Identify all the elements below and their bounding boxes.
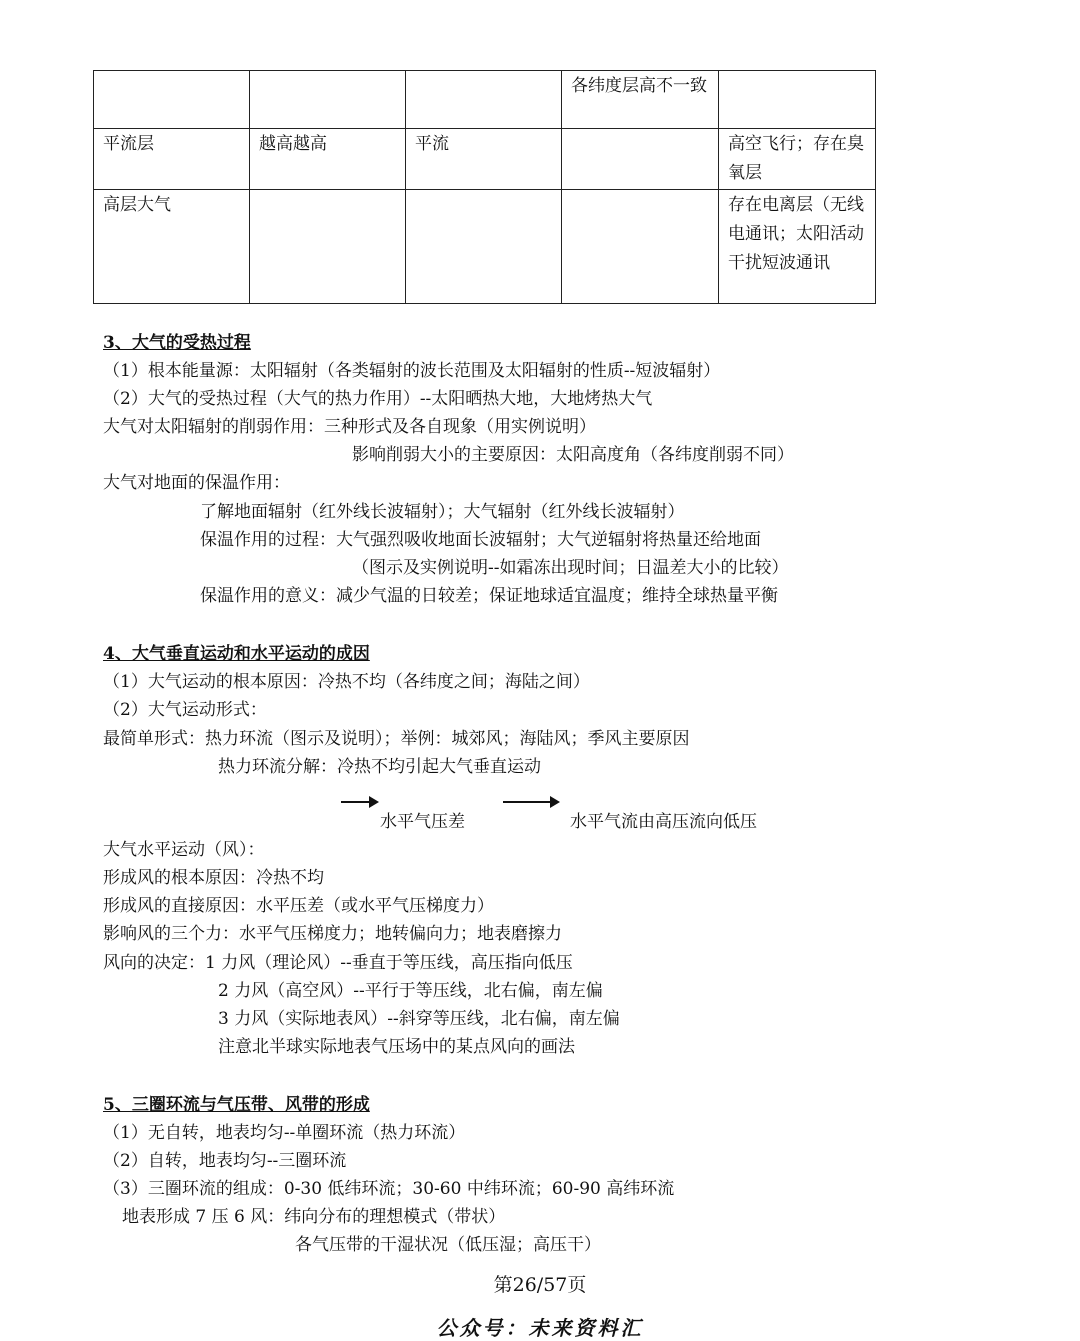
atmosphere-layers-table: [93, 70, 876, 304]
section-4-heading: 4、大气垂直运动和水平运动的成因: [103, 644, 370, 664]
section-5-heading: 5、三圈环流与气压带、风带的形成: [103, 1095, 370, 1115]
table-cell: 高层大气: [94, 190, 250, 304]
table-cell: [250, 71, 406, 129]
text-line: 最简单形式：热力环流（图示及说明）；举例：城郊风；海陆风；季风主要原因: [103, 729, 690, 749]
text-line: （1）根本能量源：太阳辐射（各类辐射的波长范围及太阳辐射的性质--短波辐射）: [103, 361, 721, 381]
text-line: 保温作用的过程：大气强烈吸收地面长波辐射；大气逆辐射将热量还给地面: [200, 530, 761, 550]
page-number: 第26/57页: [493, 1274, 587, 1296]
text-line: 形成风的直接原因：水平压差（或水平气压梯度力）: [103, 896, 494, 916]
text-line: 地表形成 7 压 6 风：纬向分布的理想模式（带状）: [122, 1207, 506, 1227]
table-cell: 平流: [406, 129, 562, 190]
text-line: （图示及实例说明--如霜冻出现时间；日温差大小的比较）: [352, 558, 789, 578]
table-cell: [94, 71, 250, 129]
text-line: 风向的决定：1 力风（理论风）--垂直于等压线，高压指向低压: [103, 953, 573, 973]
table-cell: [406, 190, 562, 304]
text-line: 大气对太阳辐射的削弱作用：三种形式及各自现象（用实例说明）: [103, 417, 596, 437]
table-row: [94, 129, 876, 190]
right-arrow-icon: [341, 801, 377, 803]
table-cell: 平流层: [94, 129, 250, 190]
table-row: [94, 71, 876, 129]
source-watermark: 公众号：未来资料汇: [436, 1316, 644, 1340]
table-cell: [250, 190, 406, 304]
section-3-heading: 3、大气的受热过程: [103, 333, 251, 353]
table-cell: [562, 129, 719, 190]
text-line: （3）三圈环流的组成：0-30 低纬环流；30-60 中纬环流；60-90 高纬环流: [103, 1179, 675, 1199]
text-line: （2）大气的受热过程（大气的热力作用）--太阳晒热大地，大地烤热大气: [103, 389, 653, 409]
table-row: [94, 190, 876, 304]
text-line: （1）无自转，地表均匀--单圈环流（热力环流）: [103, 1123, 466, 1143]
table-cell: [562, 190, 719, 304]
table-cell: [719, 71, 876, 129]
text-line: 3 力风（实际地表风）--斜穿等压线，北右偏，南左偏: [218, 1009, 620, 1029]
text-line: 大气水平运动（风）：: [103, 840, 265, 860]
text-line: 保温作用的意义：减少气温的日较差；保证地球适宜温度；维持全球热量平衡: [200, 586, 778, 606]
text-line: 影响风的三个力：水平气压梯度力；地转偏向力；地表磨擦力: [103, 924, 562, 944]
text-line: 影响削弱大小的主要原因：太阳高度角（各纬度削弱不同）: [352, 445, 794, 465]
flow-label: 水平气流由高压流向低压: [570, 812, 757, 832]
table-cell: 各纬度层高不一致: [562, 71, 719, 129]
text-line: 形成风的根本原因：冷热不均: [103, 868, 324, 888]
text-line: 各气压带的干湿状况（低压湿；高压干）: [295, 1235, 601, 1255]
table-cell: 高空飞行；存在臭氧层: [719, 129, 876, 190]
text-line: 注意北半球实际地表气压场中的某点风向的画法: [218, 1037, 575, 1057]
table-cell: [406, 71, 562, 129]
table-cell: 越高越高: [250, 129, 406, 190]
text-line: 热力环流分解：冷热不均引起大气垂直运动: [218, 757, 541, 777]
text-line: 2 力风（高空风）--平行于等压线，北右偏，南左偏: [218, 981, 603, 1001]
table-cell: 存在电离层（无线电通讯；太阳活动干扰短波通讯: [719, 190, 876, 304]
text-line: 了解地面辐射（红外线长波辐射）；大气辐射（红外线长波辐射）: [200, 502, 685, 522]
right-arrow-icon: [503, 801, 558, 803]
flow-label: 水平气压差: [380, 812, 465, 832]
text-line: （2）大气运动形式：: [103, 700, 267, 720]
text-line: （1）大气运动的根本原因：冷热不均（各纬度之间；海陆之间）: [103, 672, 590, 692]
text-line: （2）自转，地表均匀--三圈环流: [103, 1151, 347, 1171]
text-line: 大气对地面的保温作用：: [103, 473, 290, 493]
